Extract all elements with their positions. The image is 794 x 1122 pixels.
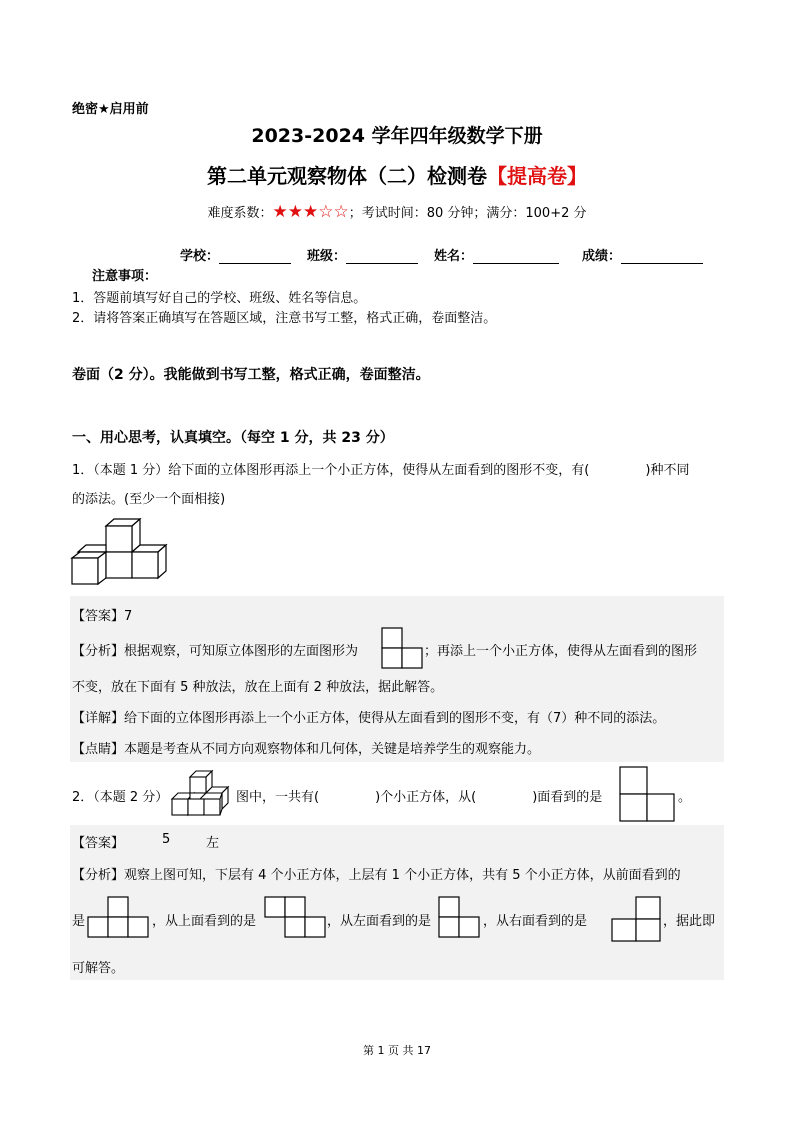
- q1-line2: 的添法。(至少一个面相接): [72, 492, 226, 507]
- q2-analysis-c: 可解答。: [72, 961, 125, 976]
- class-label: 班级：: [307, 249, 347, 264]
- q1-line1: [72, 459, 732, 478]
- q2-view-shape: [619, 766, 675, 822]
- page-title: 2023-2024 学年四年级数学下册: [251, 125, 543, 147]
- school-label: 学校：: [180, 249, 220, 264]
- name-label: 姓名：: [434, 249, 474, 264]
- star-full-icons: ★★★: [272, 202, 319, 222]
- q2-analysis-a: 【分析】观察上图可知，下层有 4 个小正方体，上层有 1 个小正方体，共有 5 个小正方体，从前面看到的: [72, 868, 681, 883]
- difficulty-line: [0, 202, 794, 222]
- score-blank[interactable]: [621, 249, 703, 264]
- page-subtitle: [0, 160, 794, 189]
- q2-answer-direction: 左: [206, 836, 220, 851]
- front-view-shape: [87, 896, 151, 940]
- q2-line: [236, 786, 602, 805]
- neatness-line: 卷面（2 分）。我能做到书写工整，格式正确，卷面整洁。: [72, 367, 430, 383]
- q2-analysis-b4: ，从右面看到的是: [483, 914, 588, 929]
- name-field: [434, 245, 559, 264]
- q1-comment: 【点睛】本题是考查从不同方向观察物体和几何体，关键是培养学生的观察能力。: [72, 742, 541, 757]
- school-field: [180, 245, 291, 264]
- school-blank[interactable]: [219, 249, 291, 264]
- q2-mid2: )个小正方体，从(: [375, 790, 477, 805]
- notes-heading: 注意事项：: [92, 269, 158, 284]
- q1-analysis-b: ；再添上一个小正方体，使得从左面看到的图形: [424, 644, 698, 659]
- q1-analysis-a: 【分析】根据观察，可知原立体图形的左面图形为: [72, 644, 359, 659]
- q1-analysis-c: 不变，放在下面有 5 种放法，放在上面有 2 种放法，据此解答。: [72, 680, 444, 695]
- cube-figure-q1: [70, 518, 170, 588]
- q1-detail: 【详解】给下面的立体图形再添上一个小正方体，使得从左面看到的图形不变，有（7）种不同的添法。: [72, 711, 666, 726]
- star-empty-icons: ☆☆: [318, 202, 349, 222]
- confidential-mark: 绝密★启用前: [72, 102, 149, 117]
- note-item: 2．请将答案正确填写在答题区域，注意书写工整，格式正确，卷面整洁。: [72, 311, 497, 326]
- left-view-shape-q2: [438, 896, 482, 940]
- q2-mid1: 图中，一共有(: [236, 790, 320, 805]
- score-field: [582, 245, 703, 264]
- q2-prefix: 2．（本题 2 分）: [72, 790, 169, 805]
- q1-answer: 【答案】7: [72, 609, 133, 624]
- q2-end: 。: [678, 790, 692, 805]
- exam-info: ；考试时间：80 分钟；满分：100+2 分: [348, 206, 587, 221]
- name-blank[interactable]: [473, 249, 559, 264]
- q2-analysis-b3: ，从左面看到的是: [327, 914, 432, 929]
- right-view-shape: [610, 896, 662, 942]
- class-blank[interactable]: [346, 249, 418, 264]
- left-view-shape: [381, 627, 423, 669]
- q1-text-b: )种不同: [645, 463, 690, 478]
- q2-analysis-b5: ，据此即: [663, 914, 716, 929]
- subtitle-text: 第二单元观察物体（二）检测卷: [207, 164, 487, 188]
- q2-analysis-b1: 是: [72, 914, 86, 929]
- q2-mid3: )面看到的是: [532, 790, 603, 805]
- class-field: [307, 245, 418, 264]
- q2-analysis-b2: ，从上面看到的是: [152, 914, 257, 929]
- q2-answer-label: 【答案】: [72, 836, 125, 851]
- score-label: 成绩：: [582, 249, 622, 264]
- section-heading: 一、用心思考，认真填空。（每空 1 分，共 23 分）: [72, 430, 394, 446]
- subtitle-tag: 【提高卷】: [487, 164, 587, 188]
- note-item: 1．答题前填写好自己的学校、班级、姓名等信息。: [72, 291, 367, 306]
- q1-text-a: 1．（本题 1 分）给下面的立体图形再添上一个小正方体，使得从左面看到的图形不变，有(: [72, 463, 590, 478]
- top-view-shape: [264, 896, 326, 940]
- difficulty-label: 难度系数：: [207, 206, 273, 221]
- cube-figure-q2: [170, 767, 236, 819]
- q2-answer-count: 5: [162, 832, 171, 847]
- page-footer: 第 1 页 共 17: [363, 1044, 431, 1057]
